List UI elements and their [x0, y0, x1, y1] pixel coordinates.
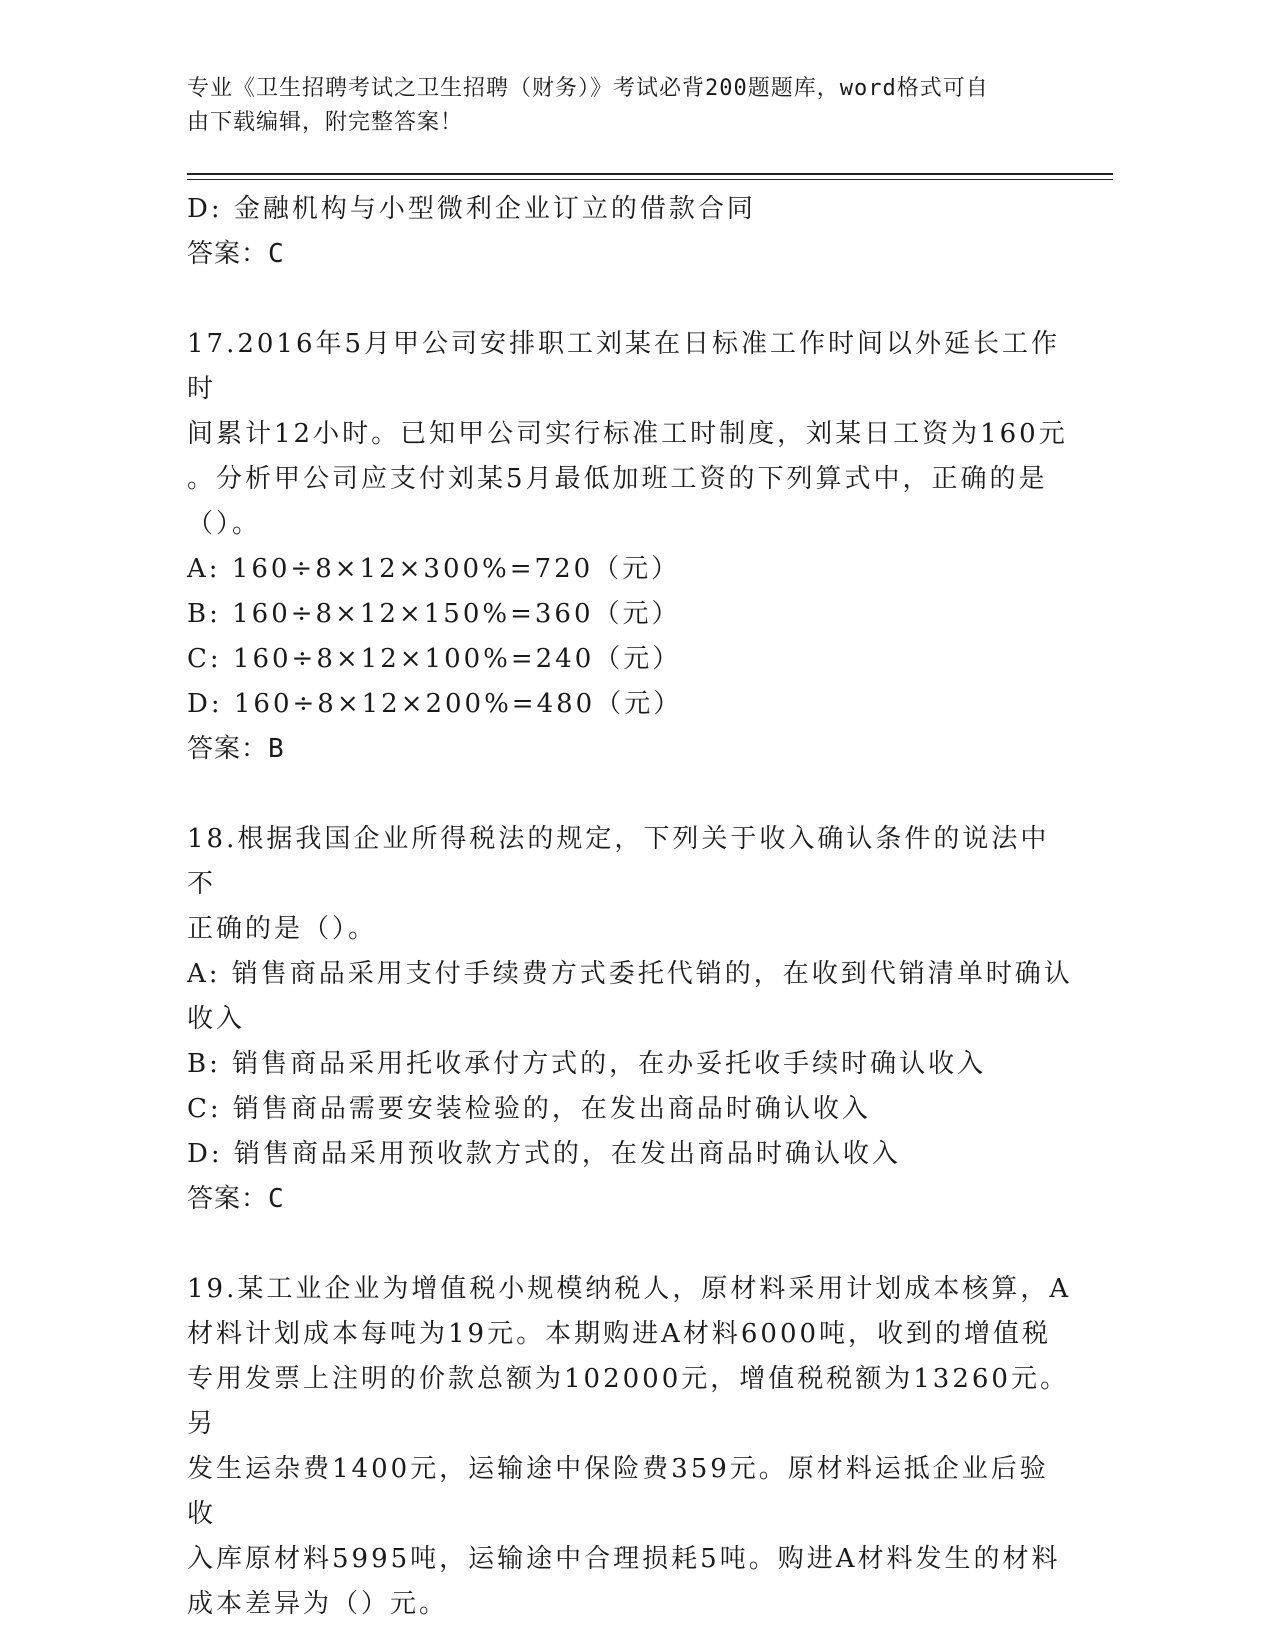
question-19 — [187, 1267, 1077, 1627]
spacer — [187, 277, 1077, 322]
question-stem-line: 专用发票上注明的价款总额为102000元，增值税税额为13260元。另 — [187, 1364, 1069, 1439]
option-b: B: 160÷8×12×150%=360（元） — [187, 599, 681, 629]
option-d: D: 金融机构与小型微利企业订立的借款合同 — [187, 194, 756, 224]
header-line-1: 专业《卫生招聘考试之卫生招聘（财务）》考试必背200题题库，word格式可自 — [187, 76, 989, 101]
spacer — [187, 772, 1077, 817]
answer-line: 答案：C — [187, 239, 285, 269]
question-stem-line: 间累计12小时。已知甲公司实行标准工时制度，刘某日工资为160元 — [187, 419, 1068, 449]
question-stem-line: 正确的是（）。 — [187, 914, 378, 944]
document-body — [187, 187, 1077, 1627]
question-stem-line: 发生运杂费1400元，运输途中保险费359元。原材料运抵企业后验收 — [187, 1454, 1049, 1529]
header-divider-thick — [187, 173, 1113, 175]
question-stem-line: 。分析甲公司应支付刘某5月最低加班工资的下列算式中，正确的是 — [187, 464, 1048, 494]
question-stem-line: 19.某工业企业为增值税小规模纳税人，原材料采用计划成本核算，A — [187, 1274, 1072, 1304]
question-stem-line: 入库原材料5995吨，运输途中合理损耗5吨。购进A材料发生的材料 — [187, 1544, 1061, 1574]
option-a-continued: 收入 — [187, 1004, 246, 1034]
answer-line: 答案：B — [187, 734, 285, 764]
answer-line: 答案：C — [187, 1184, 285, 1214]
option-b: B: 销售商品采用托收承付方式的，在办妥托收手续时确认收入 — [187, 1049, 987, 1079]
option-c: C: 销售商品需要安装检验的，在发出商品时确认收入 — [187, 1094, 871, 1124]
spacer — [187, 1222, 1077, 1267]
question-stem-line: 17.2016年5月甲公司安排职工刘某在日标准工作时间以外延长工作时 — [187, 329, 1061, 404]
option-d: D: 销售商品采用预收款方式的，在发出商品时确认收入 — [187, 1139, 901, 1169]
header-line-2: 由下载编辑，附完整答案！ — [187, 110, 464, 135]
question-17 — [187, 322, 1077, 772]
option-d: D: 160÷8×12×200%=480（元） — [187, 689, 683, 719]
question-stem-line: 18.根据我国企业所得税法的规定，下列关于收入确认条件的说法中不 — [187, 824, 1050, 899]
header-divider-thin — [187, 179, 1113, 180]
option-a: A: 销售商品采用支付手续费方式委托代销的，在收到代销清单时确认 — [187, 959, 1073, 989]
question-stem-line: 成本差异为（）元。 — [187, 1589, 449, 1619]
question-16-tail — [187, 187, 1077, 277]
question-stem-line: 材料计划成本每吨为19元。本期购进A材料6000吨，收到的增值税 — [187, 1319, 1052, 1349]
option-c: C: 160÷8×12×100%=240（元） — [187, 644, 682, 674]
option-a: A: 160÷8×12×300%=720（元） — [187, 554, 681, 584]
question-18 — [187, 817, 1077, 1222]
document-header — [187, 72, 1067, 140]
question-stem-line: （）。 — [187, 509, 262, 539]
